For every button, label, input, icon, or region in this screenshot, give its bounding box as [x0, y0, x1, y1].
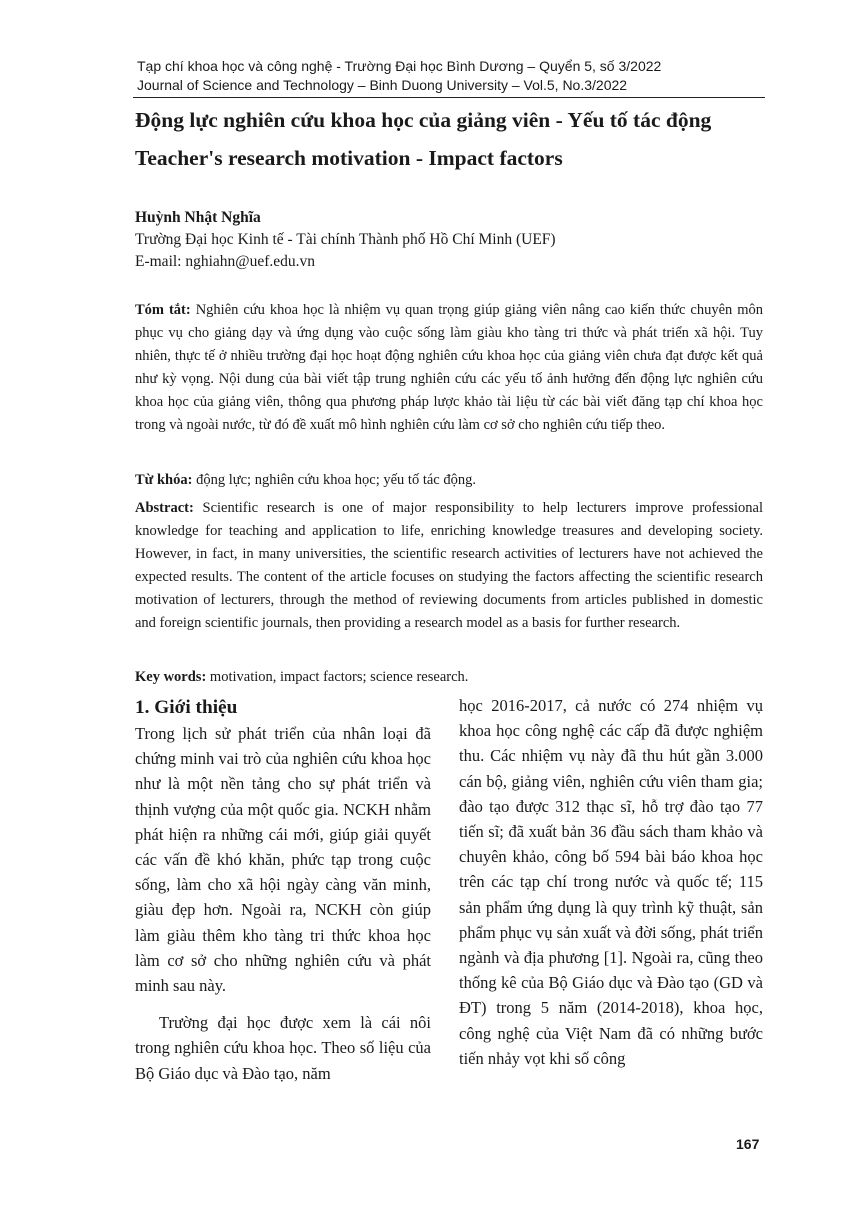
author-email: E-mail: nghiahn@uef.edu.vn	[135, 253, 315, 270]
abstract-en	[135, 497, 763, 635]
body-column-right	[459, 693, 763, 1071]
header-divider	[133, 97, 765, 98]
abstract-vi-label: Tóm tắt:	[135, 302, 191, 318]
keywords-vi-text: động lực; nghiên cứu khoa học; yếu tố tác động.	[196, 472, 476, 488]
keywords-en-label: Key words:	[135, 669, 207, 685]
author-affiliation: Trường Đại học Kinh tế - Tài chính Thành phố Hồ Chí Minh (UEF)	[135, 231, 556, 248]
keywords-vi-label: Từ khóa:	[135, 472, 193, 488]
body-column-left	[135, 695, 431, 1086]
body-paragraph-1: Trong lịch sử phát triển của nhân loại đã chứng minh vai trò của nghiên cứu khoa học như là một nền tảng cho sự phát triển và thịnh vượng của một quốc gia. NCKH nhằm phát hiện ra những cái mới, giúp giải quyết các vấn đề khó khăn, phức tạp trong cuộc sống, làm cho xã hội ngày càng văn minh, giàu đẹp hơn. Ngoài ra, NCKH còn giúp làm giàu thêm kho tàng tri thức khoa học làm cơ sở cho những nghiên cứu và phát minh sau này.	[135, 724, 431, 996]
section-heading: 1. Giới thiệu	[135, 697, 238, 718]
article-title-vi: Động lực nghiên cứu khoa học của giảng viên - Yếu tố tác động	[135, 108, 712, 132]
article-title-en: Teacher's research motivation - Impact factors	[135, 146, 563, 170]
author-block	[135, 207, 775, 273]
abstract-en-label: Abstract:	[135, 500, 194, 516]
body-paragraph-2: Trường đại học được xem là cái nôi trong nghiên cứu khoa học. Theo số liệu của Bộ Giáo dục và Đào tạo, năm	[135, 1013, 431, 1083]
keywords-vi	[135, 469, 763, 492]
keywords-en	[135, 666, 763, 689]
abstract-vi	[135, 299, 763, 437]
abstract-en-text: Scientific research is one of major responsibility to help lecturers improve professional knowledge for teaching and application to life, enriching knowledge treasures and developing society. However, in fact, in many universities, the scientific research activities of lecturers have not achieved the expected results. The content of the article focuses on studying the factors affecting the scientific research motivation of lecturers, through the method of reviewing documents from articles published in domestic and foreign scientific journals, then providing a research model as a basis for further research.	[135, 500, 763, 631]
running-header	[137, 57, 763, 95]
author-name: Huỳnh Nhật Nghĩa	[135, 209, 261, 226]
journal-name-en: Journal of Science and Technology – Binh Duong University – Vol.5, No.3/2022	[137, 77, 628, 93]
keywords-en-text: motivation, impact factors; science research.	[209, 669, 469, 685]
body-paragraph-right: học 2016-2017, cả nước có 274 nhiệm vụ khoa học công nghệ các cấp đã được nghiệm thu. Các nhiệm vụ này đã thu hút gần 3.000 cán bộ, giảng viên, nghiên cứu viên tham gia; đào tạo được 312 thạc sĩ, hỗ trợ đào tạo 77 tiến sĩ; đã xuất bản 36 đầu sách tham khảo và chuyên khảo, công bố 594 bài báo khoa học trên các tạp chí trong nước và quốc tế; 115 sản phẩm ứng dụng là quy trình kỹ thuật, sản phẩm phục vụ sản xuất và đời sống, phát triển ngành và địa phương [1]. Ngoài ra, cũng theo thống kê của Bộ Giáo dục và Đào tạo (GD và ĐT) trong 5 năm (2014-2018), khoa học, công nghệ của Việt Nam đã có những bước tiến nhảy vọt khi số công	[459, 696, 763, 1068]
page-number: 167	[736, 1136, 760, 1152]
abstract-vi-text: Nghiên cứu khoa học là nhiệm vụ quan trọng giúp giảng viên nâng cao kiến thức chuyên môn phục vụ cho giảng dạy và ứng dụng vào cuộc sống làm giàu kho tàng tri thức và phát triển xã hội. Tuy nhiên, thực tế ở nhiều trường đại học hoạt động nghiên cứu khoa học của giảng viên chưa đạt được kết quả như kỳ vọng. Nội dung của bài viết tập trung nghiên cứu các yếu tố ảnh hưởng đến động lực nghiên cứu khoa học của giảng viên, thông qua phương pháp lược khảo tài liệu từ các bài viết đăng tạp chí khoa học trong và ngoài nước, từ đó đề xuất mô hình nghiên cứu làm cơ sở cho nghiên cứu tiếp theo.	[135, 302, 764, 433]
journal-name-vi: Tạp chí khoa học và công nghệ - Trường Đại học Bình Dương – Quyển 5, số 3/2022	[137, 58, 662, 74]
